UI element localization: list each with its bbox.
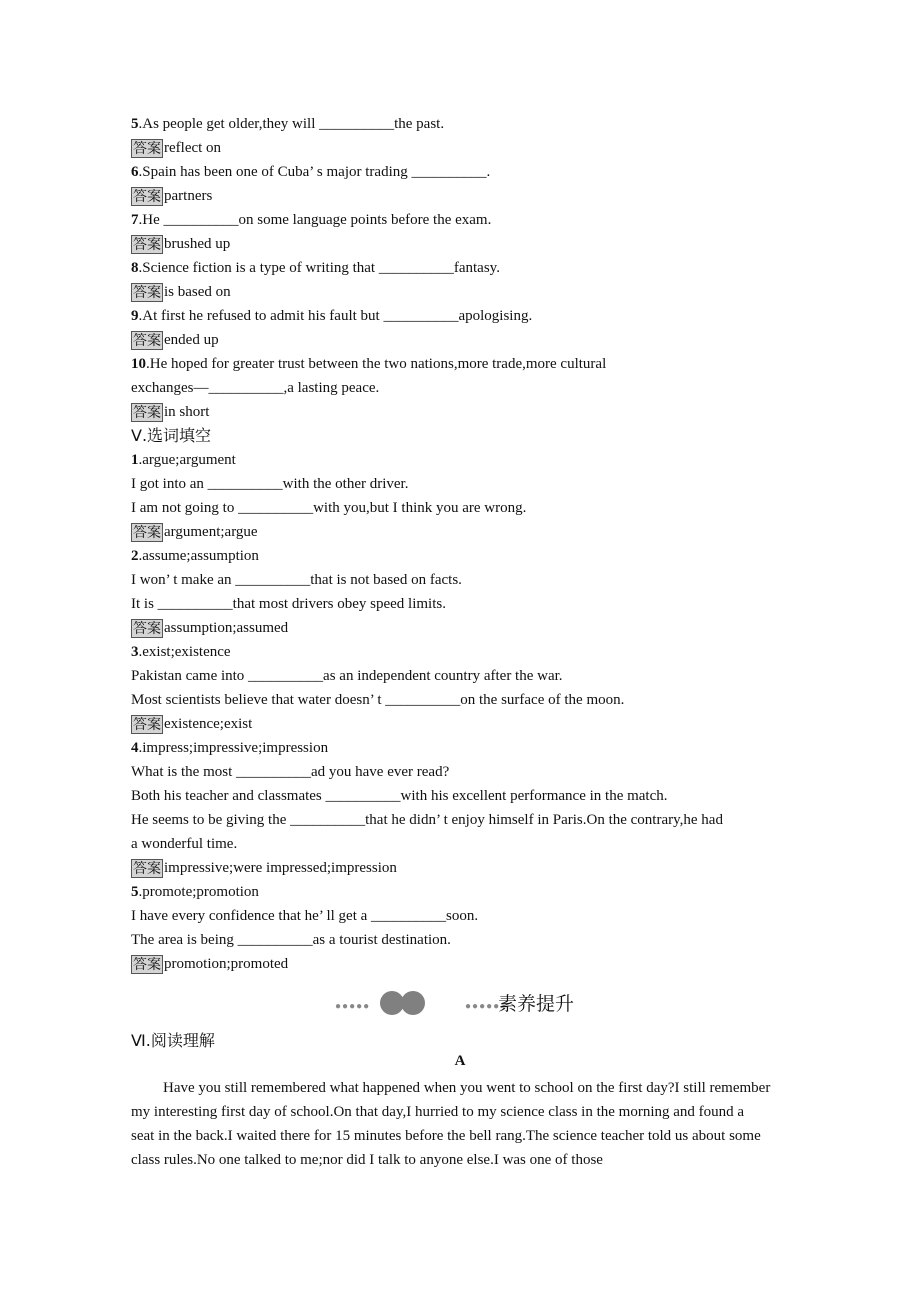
answer-text: existence;exist xyxy=(164,716,253,732)
question-line xyxy=(131,448,791,472)
answer-line xyxy=(131,136,791,160)
answer-line xyxy=(131,856,791,880)
sentence-line xyxy=(131,568,791,592)
question-text: I got into an __________with the other driver. xyxy=(131,476,409,492)
question-text: .exist;existence xyxy=(138,644,231,660)
answer-badge: 答案 xyxy=(133,525,161,542)
question-line xyxy=(131,208,791,232)
sentence-line xyxy=(131,832,791,856)
question-number: 2 xyxy=(131,548,139,564)
section-banner xyxy=(335,985,635,1021)
question-number: 5 xyxy=(131,884,139,900)
sentence-line xyxy=(131,808,791,832)
question-number: 6 xyxy=(131,164,139,180)
answer-text: is based on xyxy=(164,284,231,300)
answer-text: brushed up xyxy=(164,236,231,252)
sentence-line xyxy=(131,472,791,496)
answer-text: assumption;assumed xyxy=(164,620,289,636)
question-text: Both his teacher and classmates __________with his excellent performance in the match. xyxy=(131,788,668,804)
sentence-line xyxy=(131,688,791,712)
sentence-line xyxy=(131,376,791,400)
question-text: .He hoped for greater trust between the two nations,more trade,more cultural xyxy=(146,356,607,372)
answer-text: argument;argue xyxy=(164,524,258,540)
question-text: Pakistan came into __________as an independent country after the war. xyxy=(131,668,563,684)
answer-line xyxy=(131,232,791,256)
answer-badge: 答案 xyxy=(133,189,161,206)
answer-line xyxy=(131,520,791,544)
question-line xyxy=(131,352,791,376)
sentence-line xyxy=(131,592,791,616)
question-text: .impress;impressive;impression xyxy=(138,740,329,756)
question-text: Most scientists believe that water doesn’ t __________on the surface of the moon. xyxy=(131,692,625,708)
question-line xyxy=(131,880,791,904)
question-line xyxy=(131,544,791,568)
answer-badge: 答案 xyxy=(133,861,161,878)
sentence-line xyxy=(131,928,791,952)
question-text: .He __________on some language points before the exam. xyxy=(138,212,492,228)
answer-text: in short xyxy=(164,404,210,420)
question-number: 3 xyxy=(131,644,139,660)
question-text: .assume;assumption xyxy=(138,548,259,564)
question-line xyxy=(131,304,791,328)
question-line xyxy=(131,160,791,184)
question-text: .Spain has been one of Cuba’ s major trading __________. xyxy=(138,164,491,180)
question-number: 7 xyxy=(131,212,139,228)
answer-text: partners xyxy=(164,188,213,204)
answer-line xyxy=(131,184,791,208)
answer-line xyxy=(131,616,791,640)
question-line xyxy=(131,736,791,760)
question-text: The area is being __________as a tourist destination. xyxy=(131,932,451,948)
sentence-line xyxy=(131,784,791,808)
answer-badge: 答案 xyxy=(133,285,161,302)
sentence-line xyxy=(131,496,791,520)
question-number: 8 xyxy=(131,260,139,276)
answer-text: impressive;were impressed;impression xyxy=(164,860,397,876)
answer-line xyxy=(131,280,791,304)
circle-icon xyxy=(401,991,425,1015)
question-number: 9 xyxy=(131,308,139,324)
answer-line xyxy=(131,328,791,352)
passage-body: Have you still remembered what happened when you went to school on the first day?I still remember my interesting first day of school.On that day,I hurried to my science class in the morning and found a seat in the back.I waited there for 15 minutes before the bell rang.The science teacher told us about some class rules.No one talked to me;nor did I talk to anyone else.I was one of those xyxy=(131,1080,771,1168)
question-text: It is __________that most drivers obey speed limits. xyxy=(131,596,446,612)
answer-text: ended up xyxy=(164,332,219,348)
passage-text xyxy=(131,1076,771,1172)
sentence-line xyxy=(131,904,791,928)
passage-title: A xyxy=(454,1053,466,1069)
question-line xyxy=(131,112,791,136)
answer-badge: 答案 xyxy=(133,621,161,638)
question-text: exchanges—__________,a lasting peace. xyxy=(131,380,380,396)
answer-badge: 答案 xyxy=(133,333,161,350)
question-text: I have every confidence that he’ ll get a __________soon. xyxy=(131,908,479,924)
question-number: 10 xyxy=(131,356,146,372)
answer-badge: 答案 xyxy=(133,957,161,974)
question-text: a wonderful time. xyxy=(131,836,238,852)
answer-badge: 答案 xyxy=(133,717,161,734)
answer-line xyxy=(131,712,791,736)
banner-title: 素养提升 xyxy=(498,993,575,1015)
dots-decoration: ●●●●● xyxy=(465,1001,501,1012)
question-number: 5 xyxy=(131,116,139,132)
answer-line xyxy=(131,400,791,424)
question-line xyxy=(131,640,791,664)
sentence-line xyxy=(131,760,791,784)
exercise-list xyxy=(131,112,791,976)
question-text: He seems to be giving the __________that he didn’ t enjoy himself in Paris.On the contrary,he had xyxy=(131,812,723,828)
question-text: I won’ t make an __________that is not based on facts. xyxy=(131,572,462,588)
answer-text: reflect on xyxy=(164,140,222,156)
answer-line xyxy=(131,952,791,976)
question-text: .At first he refused to admit his fault but __________apologising. xyxy=(138,308,533,324)
answer-badge: 答案 xyxy=(133,405,161,422)
sentence-line xyxy=(131,664,791,688)
question-text: .As people get older,they will __________the past. xyxy=(138,116,445,132)
question-line xyxy=(131,256,791,280)
question-text: I am not going to __________with you,but I think you are wrong. xyxy=(131,500,527,516)
answer-badge: 答案 xyxy=(133,237,161,254)
question-number: 1 xyxy=(131,452,139,468)
question-text: What is the most __________ad you have ever read? xyxy=(131,764,450,780)
answer-badge: 答案 xyxy=(133,141,161,158)
question-text: .promote;promotion xyxy=(138,884,259,900)
question-text: .Science fiction is a type of writing that __________fantasy. xyxy=(138,260,500,276)
answer-text: promotion;promoted xyxy=(164,956,289,972)
section-heading: Ⅵ.阅读理解 xyxy=(131,1031,215,1050)
question-text: .argue;argument xyxy=(138,452,236,468)
section-heading: Ⅴ.选词填空 xyxy=(131,426,212,445)
question-number: 4 xyxy=(131,740,139,756)
dots-decoration: ●●●●● xyxy=(335,1001,371,1012)
